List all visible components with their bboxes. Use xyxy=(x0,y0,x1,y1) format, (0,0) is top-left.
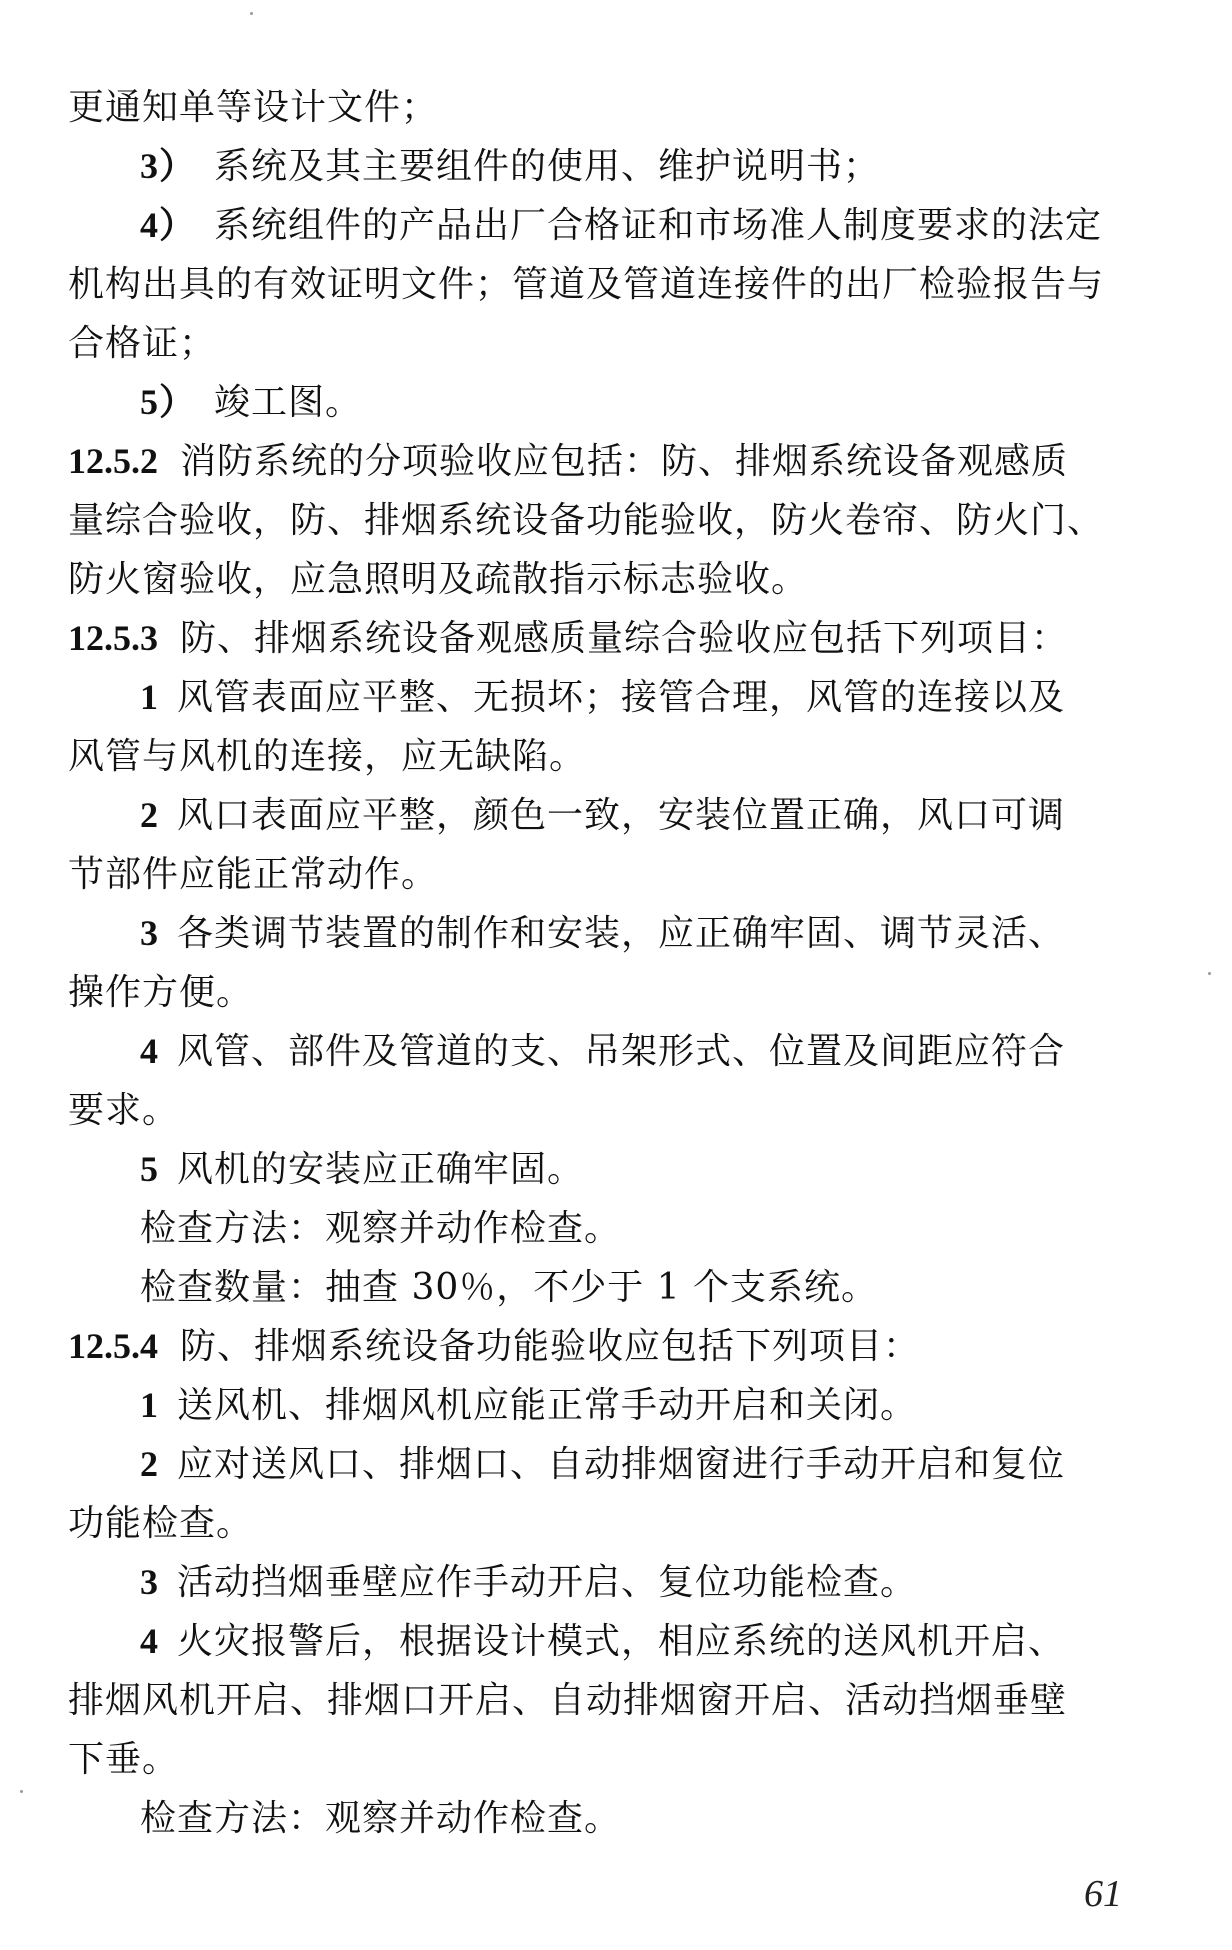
item-number: 4 xyxy=(140,1621,159,1661)
text-line xyxy=(68,491,1150,550)
text: 风机的安装应正确牢固。 xyxy=(177,1149,585,1190)
text: 节部件应能正常动作。 xyxy=(68,854,439,895)
text: 系统及其主要组件的使用、维护说明书； xyxy=(214,146,881,187)
text: 功能检查。 xyxy=(68,1503,254,1544)
list-item xyxy=(68,1435,1150,1494)
text: 应对送风口、排烟口、自动排烟窗进行手动开启和复位 xyxy=(177,1444,1066,1485)
item-number: 3 xyxy=(140,1562,159,1602)
text-line xyxy=(68,255,1150,314)
item-number: 1 xyxy=(140,677,159,717)
check-method xyxy=(68,1199,1150,1258)
text: 合格证； xyxy=(68,323,217,364)
text: 下垂。 xyxy=(68,1739,180,1780)
text: 量综合验收，防、排烟系统设备功能验收，防火卷帘、防火门、 xyxy=(68,500,1105,541)
text-line xyxy=(68,727,1150,786)
scan-speck xyxy=(250,12,253,15)
text: 防、排烟系统设备功能验收应包括下列项目： xyxy=(180,1326,921,1367)
item-number: 1 xyxy=(140,1385,159,1425)
list-item xyxy=(68,904,1150,963)
text: 消防系统的分项验收应包括：防、排烟系统设备观感质 xyxy=(180,441,1069,482)
list-item xyxy=(68,668,1150,727)
clause-heading xyxy=(68,609,1150,668)
text: 火灾报警后，根据设计模式，相应系统的送风机开启、 xyxy=(177,1621,1066,1662)
item-number: 3 xyxy=(140,913,159,953)
text-line xyxy=(68,1671,1150,1730)
text: 风管、部件及管道的支、吊架形式、位置及间距应符合 xyxy=(177,1031,1066,1072)
text: 检查方法：观察并动作检查。 xyxy=(140,1798,622,1839)
item-number: 2 xyxy=(140,795,159,835)
text-line xyxy=(68,550,1150,609)
list-item xyxy=(68,1140,1150,1199)
text-line xyxy=(68,963,1150,1022)
text-line xyxy=(68,1494,1150,1553)
text: 操作方便。 xyxy=(68,972,254,1013)
text-line xyxy=(68,1081,1150,1140)
list-item xyxy=(68,1612,1150,1671)
clause-heading xyxy=(68,1317,1150,1376)
text: 各类调节装置的制作和安装，应正确牢固、调节灵活、 xyxy=(177,913,1066,954)
list-item xyxy=(68,137,1150,196)
text-line xyxy=(68,1730,1150,1789)
item-number: 4 xyxy=(140,1031,159,1071)
text: 机构出具的有效证明文件；管道及管道连接件的出厂检验报告与 xyxy=(68,264,1105,305)
item-number: 4） xyxy=(140,205,197,245)
text: 排烟风机开启、排烟口开启、自动排烟窗开启、活动挡烟垂壁 xyxy=(68,1680,1068,1721)
text: 风口表面应平整，颜色一致，安装位置正确，风口可调 xyxy=(177,795,1066,836)
text: 送风机、排烟风机应能正常手动开启和关闭。 xyxy=(177,1385,918,1426)
list-item xyxy=(68,1022,1150,1081)
item-number: 2 xyxy=(140,1444,159,1484)
list-item xyxy=(68,1553,1150,1612)
clause-heading xyxy=(68,432,1150,491)
list-item xyxy=(68,786,1150,845)
clause-number: 12.5.4 xyxy=(68,1326,158,1366)
text: 更通知单等设计文件； xyxy=(68,87,439,128)
text: 检查数量：抽查 30％，不少于 1 个支系统。 xyxy=(140,1267,879,1308)
list-item xyxy=(68,1376,1150,1435)
item-number: 5） xyxy=(140,382,197,422)
document-page xyxy=(68,78,1150,1848)
text: 系统组件的产品出厂合格证和市场准人制度要求的法定 xyxy=(214,205,1103,246)
item-number: 5 xyxy=(140,1149,159,1189)
text: 检查方法：观察并动作检查。 xyxy=(140,1208,622,1249)
item-number: 3） xyxy=(140,146,197,186)
clause-number: 12.5.2 xyxy=(68,441,158,481)
text: 风管与风机的连接，应无缺陷。 xyxy=(68,736,587,777)
text-line xyxy=(68,78,1150,137)
text: 防火窗验收，应急照明及疏散指示标志验收。 xyxy=(68,559,809,600)
text: 活动挡烟垂壁应作手动开启、复位功能检查。 xyxy=(177,1562,918,1603)
text: 风管表面应平整、无损坏；接管合理，风管的连接以及 xyxy=(177,677,1066,718)
scan-speck xyxy=(1208,972,1211,975)
text: 防、排烟系统设备观感质量综合验收应包括下列项目： xyxy=(180,618,1069,659)
text: 竣工图。 xyxy=(214,382,363,423)
check-method xyxy=(68,1789,1150,1848)
list-item xyxy=(68,373,1150,432)
clause-number: 12.5.3 xyxy=(68,618,158,658)
page-number: 61 xyxy=(1084,1873,1122,1915)
scan-speck xyxy=(20,1790,23,1793)
list-item xyxy=(68,196,1150,255)
text: 要求。 xyxy=(68,1090,180,1131)
text-line xyxy=(68,845,1150,904)
check-quantity xyxy=(68,1258,1150,1317)
text-line xyxy=(68,314,1150,373)
